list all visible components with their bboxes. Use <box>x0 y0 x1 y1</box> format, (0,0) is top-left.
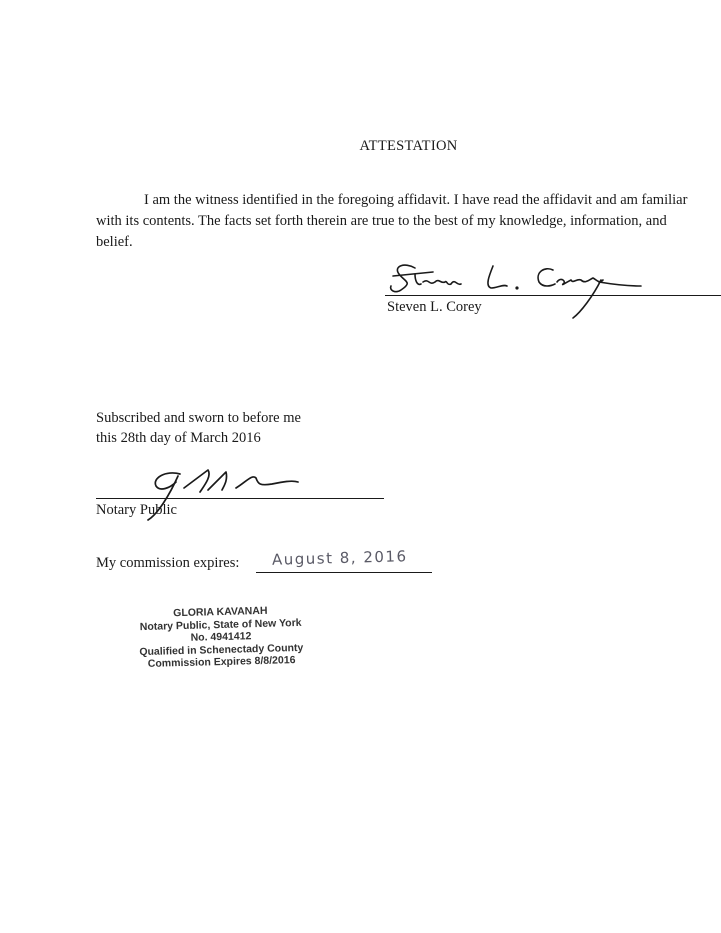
witness-signature-line <box>385 295 721 296</box>
stamp-name: GLORIA KAVANAH <box>173 604 268 620</box>
stamp-title: Notary Public, State of New York <box>139 616 302 633</box>
jurat-text <box>96 408 301 448</box>
commission-line <box>256 572 432 573</box>
witness-printed-name: Steven L. Corey <box>387 299 482 315</box>
notary-signature-line <box>96 498 384 499</box>
document-title: ATTESTATION <box>359 138 458 154</box>
commission-handwritten-date: August 8, 2016 <box>271 547 408 569</box>
commission-expiry <box>96 547 436 585</box>
notary-stamp <box>125 604 317 671</box>
stamp-county: Qualified in Schenectady County <box>139 641 304 658</box>
stamp-number: No. 4941412 <box>190 630 252 644</box>
commission-label: My commission expires: <box>96 555 240 571</box>
jurat-line-2: this 28th day of March 2016 <box>96 430 261 446</box>
jurat-line-1: Subscribed and sworn to before me <box>96 410 301 426</box>
attestation-text: I am the witness identified in the foregoing affidavit. I have read the affidavit and am familiar with its contents. The facts set forth therein are true to the best of my knowledge, information, and belief. <box>96 192 688 250</box>
witness-signature-block <box>385 262 721 332</box>
stamp-expires: Commission Expires 8/8/2016 <box>147 654 296 670</box>
notary-public-label: Notary Public <box>96 502 177 518</box>
notary-signature-block <box>96 468 396 528</box>
attestation-paragraph <box>96 190 696 253</box>
